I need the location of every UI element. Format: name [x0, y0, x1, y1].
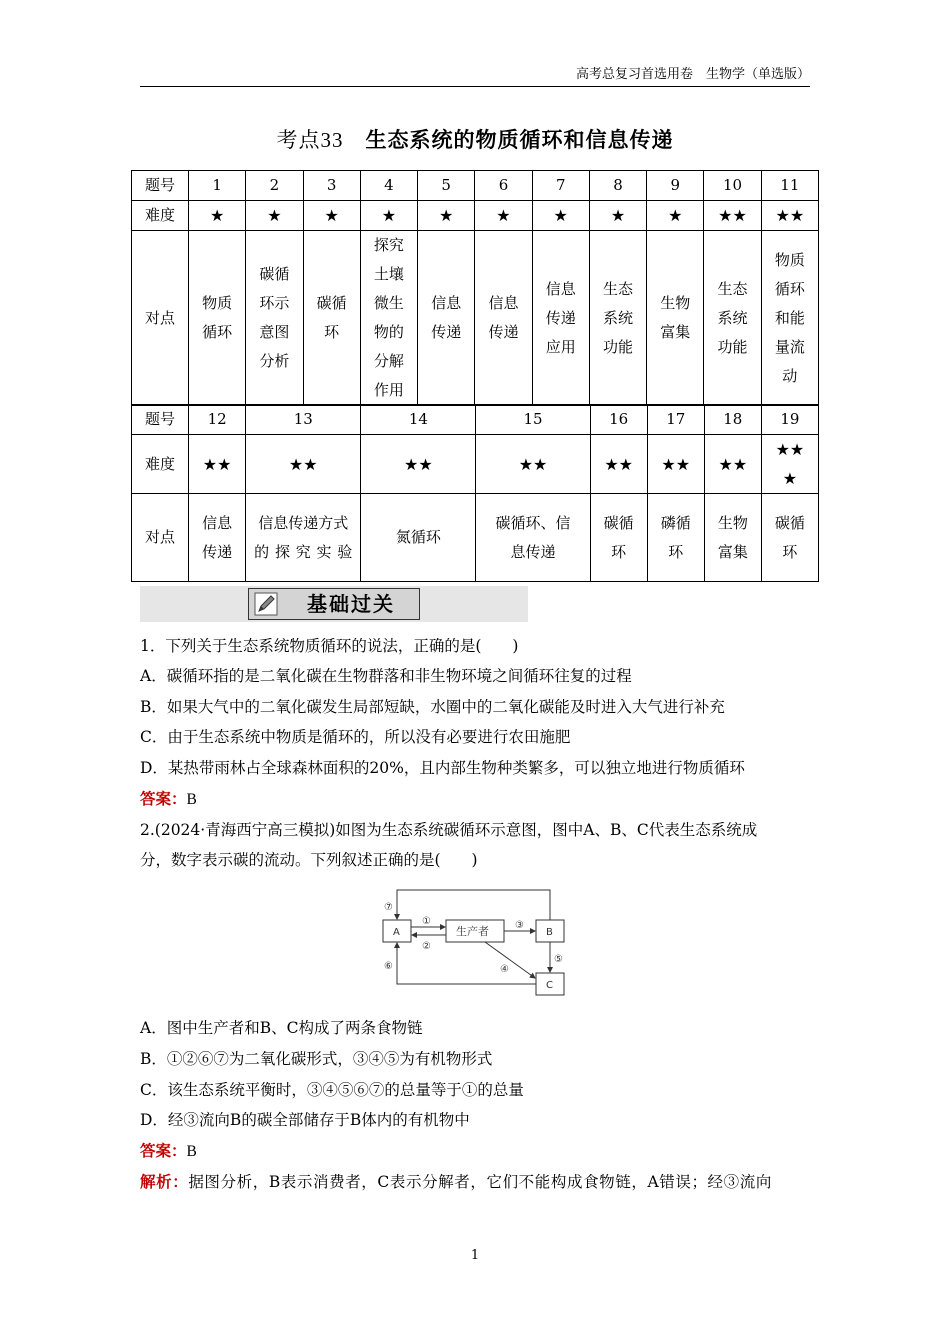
- diagram-num-4: ④: [500, 964, 509, 975]
- page-header: 高考总复习首选用卷 生物学（单选版）: [140, 66, 810, 87]
- section-title: 基础过关: [307, 592, 395, 616]
- q1-option-d: D．某热带雨林占全球森林面积的20%，且内部生物种类繁多，可以独立地进行物质循环: [140, 759, 745, 777]
- diagram-num-1: ①: [422, 916, 431, 927]
- diagram-num-5: ⑤: [554, 954, 563, 965]
- table2-diff-18: ★★: [704, 435, 761, 494]
- table2-diff-19: ★★★: [761, 435, 818, 494]
- table1-row-point: [132, 231, 819, 406]
- table1-row-difficulty: [132, 201, 819, 231]
- q2-analysis-text: 据图分析，B表示消费者，C表示分解者，它们不能构成食物链，A错误；经③流向: [188, 1173, 772, 1191]
- table1-point-4: 探究土壤微生物的分解作用: [360, 231, 417, 406]
- diagram-num-3: ③: [515, 920, 524, 931]
- table1-diff-10: ★★: [704, 201, 761, 231]
- q2-answer-value: B: [186, 1143, 197, 1160]
- table2-diff-14: ★★: [361, 435, 476, 494]
- q2-option-c: C．该生态系统平衡时，③④⑤⑥⑦的总量等于①的总量: [140, 1081, 524, 1099]
- diagram-num-6: ⑥: [384, 961, 393, 972]
- diagram-label-a: A: [393, 927, 400, 938]
- table1-diff-1: ★: [189, 201, 246, 231]
- table1-point-8: 生态系统功能: [589, 231, 646, 406]
- table2-diff-12: ★★: [189, 435, 246, 494]
- q1-stem: 1．下列关于生态系统物质循环的说法，正确的是( ): [140, 637, 519, 655]
- table2-point-19: 碳循环: [761, 494, 818, 582]
- table1-point-9: 生物富集: [647, 231, 704, 406]
- table1-diff-11: ★★: [761, 201, 818, 231]
- table2-row-point: [132, 494, 819, 582]
- table2-no-14: 14: [361, 405, 476, 435]
- q2-option-d: D．经③流向B的碳全部储存于B体内的有机物中: [140, 1111, 470, 1129]
- table2-point-17: 磷循环: [647, 494, 704, 582]
- table1-point-2: 碳循环示意图分析: [246, 231, 303, 406]
- difficulty-table-2: [131, 404, 819, 582]
- table1-no-3: 3: [303, 171, 360, 201]
- table2-diff-13: ★★: [246, 435, 361, 494]
- table1-label-point: 对点: [132, 231, 189, 406]
- table1-no-1: 1: [189, 171, 246, 201]
- table1-no-4: 4: [360, 171, 417, 201]
- difficulty-table-1: [131, 170, 819, 406]
- table2-no-17: 17: [647, 405, 704, 435]
- q1-option-c: C．由于生态系统中物质是循环的，所以没有必要进行农田施肥: [140, 728, 571, 746]
- q2-analysis-label: 解析：: [140, 1173, 189, 1191]
- table1-no-7: 7: [532, 171, 589, 201]
- table1-no-5: 5: [418, 171, 475, 201]
- diagram-num-2: ②: [422, 941, 431, 952]
- diagram-label-producer: 生产者: [456, 925, 489, 938]
- table2-point-18: 生物富集: [704, 494, 761, 582]
- table2-point-13: 信息传递方式的探究实验: [246, 494, 361, 582]
- table1-no-10: 10: [704, 171, 761, 201]
- table1-point-10: 生态系统功能: [704, 231, 761, 406]
- table2-no-18: 18: [704, 405, 761, 435]
- table2-row-difficulty: [132, 435, 819, 494]
- q1-answer-value: B: [186, 791, 197, 808]
- q2-answer: [140, 1137, 812, 1166]
- table2-label-difficulty: 难度: [132, 435, 189, 494]
- q1-answer-label: 答案：: [140, 790, 187, 808]
- diagram-label-b: B: [546, 927, 553, 938]
- q1-answer: [140, 785, 812, 814]
- table2-point-15: 碳循环、信息传递: [476, 494, 590, 582]
- table1-diff-5: ★: [418, 201, 475, 231]
- table1-no-11: 11: [761, 171, 818, 201]
- table1-point-3: 碳循环: [303, 231, 360, 406]
- q2-stem-line2: 分，数字表示碳的流动。下列叙述正确的是( ): [140, 851, 478, 869]
- table1-no-8: 8: [589, 171, 646, 201]
- table2-no-12: 12: [189, 405, 246, 435]
- table1-no-6: 6: [475, 171, 532, 201]
- diagram-num-7: ⑦: [384, 902, 393, 913]
- table1-diff-4: ★: [360, 201, 417, 231]
- table2-no-15: 15: [476, 405, 590, 435]
- table1-no-9: 9: [647, 171, 704, 201]
- table2-diff-16: ★★: [590, 435, 647, 494]
- page-number: 1: [470, 1248, 480, 1263]
- table2-label-point: 对点: [132, 494, 189, 582]
- q2-option-b: B．①②⑥⑦为二氧化碳形式，③④⑤为有机物形式: [140, 1050, 493, 1068]
- table2-diff-15: ★★: [476, 435, 590, 494]
- table2-row-number: [132, 405, 819, 435]
- table2-no-13: 13: [246, 405, 361, 435]
- diagram-label-c: C: [546, 980, 553, 991]
- table1-point-1: 物质循环: [189, 231, 246, 406]
- q2-analysis: [140, 1168, 812, 1196]
- table1-diff-6: ★: [475, 201, 532, 231]
- title-number: 考点33: [276, 128, 344, 152]
- title-text: 生态系统的物质循环和信息传递: [365, 127, 674, 152]
- table1-diff-9: ★: [647, 201, 704, 231]
- table2-no-16: 16: [590, 405, 647, 435]
- section-banner: [140, 586, 528, 622]
- table1-diff-2: ★: [246, 201, 303, 231]
- q2-answer-label: 答案：: [140, 1142, 187, 1160]
- table2-point-14: 氮循环: [361, 494, 476, 582]
- q2-stem-line1: 2.(2024·青海西宁高三模拟)如图为生态系统碳循环示意图，图中A、B、C代表生态系统成: [140, 821, 758, 839]
- table1-point-11: 物质循环和能量流动: [761, 231, 818, 406]
- table1-diff-7: ★: [532, 201, 589, 231]
- page-title: [0, 124, 950, 154]
- pencil-icon: [253, 591, 279, 617]
- table1-row-number: [132, 171, 819, 201]
- q1-option-b: B．如果大气中的二氧化碳发生局部短缺，水圈中的二氧化碳能及时进入大气进行补充: [140, 698, 725, 716]
- table2-diff-17: ★★: [647, 435, 704, 494]
- table1-point-7: 信息传递应用: [532, 231, 589, 406]
- carbon-cycle-diagram: [370, 882, 580, 1002]
- table1-no-2: 2: [246, 171, 303, 201]
- q1-option-a: A．碳循环指的是二氧化碳在生物群落和非生物环境之间循环往复的过程: [140, 667, 632, 685]
- table1-diff-3: ★: [303, 201, 360, 231]
- table1-point-6: 信息传递: [475, 231, 532, 406]
- table2-point-16: 碳循环: [590, 494, 647, 582]
- table2-label-number: 题号: [132, 405, 189, 435]
- table2-point-12: 信息传递: [189, 494, 246, 582]
- table1-label-number: 题号: [132, 171, 189, 201]
- table1-diff-8: ★: [589, 201, 646, 231]
- table2-no-19: 19: [761, 405, 818, 435]
- section-banner-box: [248, 588, 420, 620]
- table1-point-5: 信息传递: [418, 231, 475, 406]
- q2-option-a: A．图中生产者和B、C构成了两条食物链: [140, 1019, 423, 1037]
- table1-label-difficulty: 难度: [132, 201, 189, 231]
